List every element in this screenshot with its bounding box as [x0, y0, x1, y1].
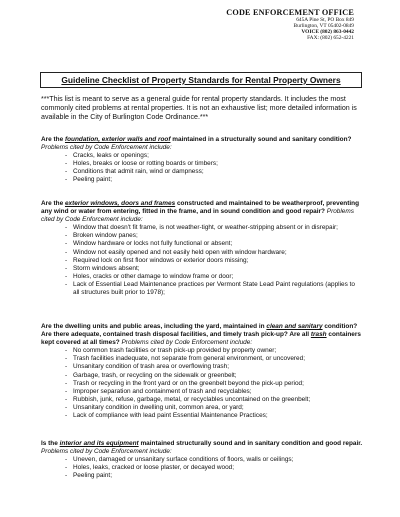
section-keyword: foundation, exterior walls and roof — [64, 136, 171, 143]
section-keyword: clean and sanitary — [266, 323, 323, 330]
document-title: Guideline Checklist of Property Standards for Rental Property Owners — [61, 75, 341, 85]
list-item: - No common trash facilities or trash pick-up provided by property owner; — [41, 347, 363, 355]
section-windows-doors — [41, 200, 363, 297]
office-voice-phone: VOICE (802) 863-0442 — [301, 29, 354, 36]
list-item: - Storm windows absent; — [41, 265, 363, 273]
section-question: Is the interior and its equipment maintained structurally sound and in sanitary condition and good repair. Problems cited by Code Enforcement include: — [41, 440, 363, 456]
list-item: - Holes, breaks or loose or rotting boards or timbers; — [41, 160, 363, 168]
list-item: - Window not easily opened and not easily held open with window hardware; — [41, 249, 363, 257]
list-item: - Window hardware or locks not fully functional or absent; — [41, 240, 363, 248]
list-item: - Improper separation and containment of trash and recyclables; — [41, 388, 363, 396]
section-keyword: exterior windows, doors and frames — [64, 200, 176, 207]
office-name: CODE ENFORCEMENT OFFICE — [226, 8, 354, 17]
list-item: - Conditions that admit rain, wind or dampness; — [41, 168, 363, 176]
list-item: - Lack of compliance with lead paint Essential Maintenance Practices; — [41, 412, 363, 420]
list-item: - Holes, leaks, cracked or loose plaster, or decayed wood; — [41, 464, 363, 472]
list-item: - Trash facilities inadequate, not separate from general environment, or uncovered; — [41, 355, 363, 363]
section-cited-label: Problems cited by Code Enforcement include: — [41, 448, 172, 456]
list-item: - Unsanitary condition of trash area or overflowing trash; — [41, 363, 363, 371]
list-item: - Peeling paint; — [41, 472, 363, 480]
office-address-line-2: Burlington, VT 05402-0849 — [293, 23, 354, 30]
section-keyword: interior and its equipment — [59, 440, 139, 447]
list-item: - Uneven, damaged or unsanitary surface conditions of floors, walls or ceilings; — [41, 456, 363, 464]
list-item: - Rubbish, junk, refuse, garbage, metal, or recyclables uncontained on the greenbelt; — [41, 396, 363, 404]
list-item: - Peeling paint; — [41, 176, 363, 184]
list-item: - Window that doesn't fit frame, is not weather-tight, or weather-stripping absent or in disrepair; — [41, 224, 363, 232]
list-item: - Garbage, trash, or recycling on the sidewalk or greenbelt; — [41, 372, 363, 380]
list-item: - Broken window panes; — [41, 232, 363, 240]
list-item: - Cracks, leaks or openings; — [41, 152, 363, 160]
section-clean-sanitary — [41, 323, 363, 420]
title-box — [40, 72, 362, 88]
office-address-line-1: 645A Pine St, PO Box 849 — [296, 17, 354, 24]
list-item: - Lack of Essential Lead Maintenance practices per Vermont State Lead Paint regulations (applies to all structures built prior to 1978); — [41, 281, 363, 297]
section-keyword-trash: trash — [310, 331, 327, 339]
section-question: Are the exterior windows, doors and frames constructed and maintained to be weatherproof, preventing any wind or water from entering, fitted in the frame, and in sound condition and good repair? Problems cited by Code Enforcement include: — [41, 200, 360, 224]
problem-list — [41, 347, 363, 420]
list-item: - Holes, cracks or other damage to window frame or door; — [41, 273, 363, 281]
section-cited-label: Problems cited by Code Enforcement include: — [41, 208, 354, 224]
problem-list — [41, 456, 363, 480]
office-fax: FAX: (802) 652-4221 — [307, 35, 354, 42]
section-interior-equipment — [41, 440, 363, 480]
section-cited-label: Problems cited by Code Enforcement include: — [121, 339, 253, 347]
list-item: - Unsanitary condition in dwelling unit, common area, or yard; — [41, 404, 363, 412]
list-item: - Required lock on first floor windows or exterior doors missing; — [41, 257, 363, 265]
office-header — [164, 8, 354, 41]
problem-list — [41, 152, 363, 184]
section-question: Are the dwelling units and public areas, including the yard, maintained in clean and sanitary condition? Are there adequate, contained trash disposal facilities, and timely trash pick-up? Are all trash containers kept covered at all times? Problems cited by Code Enforcement include: — [41, 323, 361, 347]
section-foundation — [41, 136, 363, 185]
section-question: Are the foundation, exterior walls and roof maintained in a structurally sound and sanitary condition? — [41, 136, 352, 143]
section-cited-label: Problems cited by Code Enforcement include: — [41, 144, 172, 152]
problem-list — [41, 224, 363, 297]
intro-paragraph: ***This list is meant to serve as a general guide for rental property standards. It includes the most commonly cited problems at rental properties. It is not an exhaustive list; more detailed information is available in the City of Burlington Code Ordinance.*** — [41, 95, 357, 121]
list-item: - Trash or recycling in the front yard or on the greenbelt beyond the pick-up period; — [41, 380, 363, 388]
